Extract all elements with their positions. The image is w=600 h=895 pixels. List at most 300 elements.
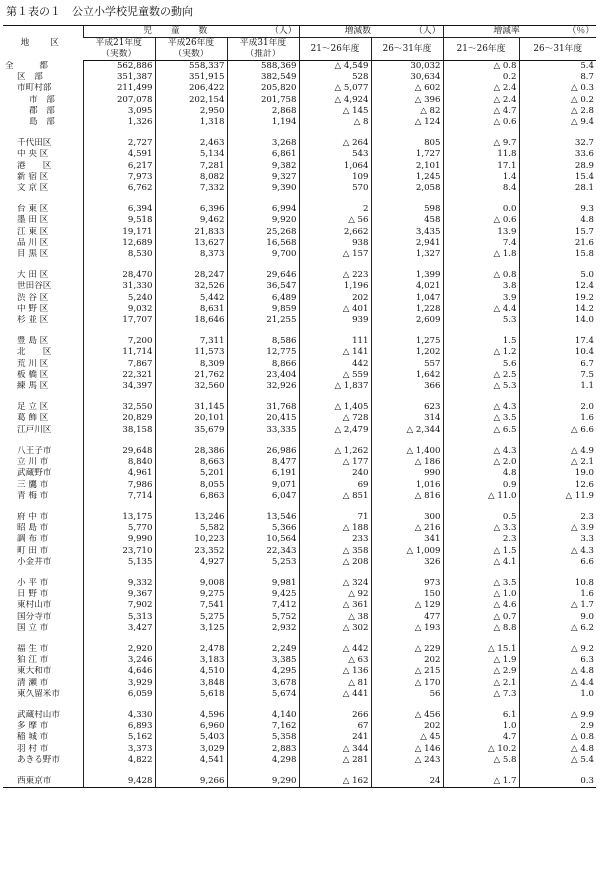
area-name: 渋 谷 区 — [17, 292, 49, 303]
rate-26-31: △ 4.9 — [519, 446, 596, 457]
change-26-31: △ 2,344 — [371, 425, 443, 436]
value-h21: 9,518 — [83, 215, 155, 226]
table-row — [3, 359, 596, 370]
change-21-26: △ 56 — [299, 215, 371, 226]
rate-21-26: △ 5.8 — [443, 755, 519, 766]
rate-26-31: 15.7 — [519, 227, 596, 238]
spacer-cell — [299, 700, 371, 710]
change-21-26: 240 — [299, 468, 371, 479]
value-h26: 5,403 — [155, 732, 227, 743]
rate-21-26: 1.0 — [443, 721, 519, 732]
table-row — [3, 732, 596, 743]
table-row — [3, 744, 596, 755]
spacer-cell — [371, 392, 443, 402]
spacer-cell — [227, 766, 299, 776]
spacer-cell — [83, 326, 155, 336]
value-h26: 6,863 — [155, 491, 227, 502]
rate-21-26: 3.8 — [443, 281, 519, 292]
change-26-31: 202 — [371, 721, 443, 732]
rate-26-31: 14.0 — [519, 315, 596, 326]
change-21-26: △ 358 — [299, 546, 371, 557]
area-name: 町 田 市 — [17, 545, 49, 556]
value-h26: 13,246 — [155, 512, 227, 523]
change-21-26: △ 401 — [299, 304, 371, 315]
spacer-cell — [3, 766, 83, 776]
header-change-26-31: 26～31年度 — [371, 38, 443, 61]
value-h31: 31,768 — [227, 402, 299, 413]
value-h21: 4,961 — [83, 468, 155, 479]
value-h21: 7,902 — [83, 600, 155, 611]
value-h21: 3,373 — [83, 744, 155, 755]
value-h31: 7,162 — [227, 721, 299, 732]
value-h26: 20,101 — [155, 413, 227, 424]
table-row — [3, 644, 596, 655]
change-21-26: 202 — [299, 293, 371, 304]
rate-26-31: 15.8 — [519, 249, 596, 260]
area-name: 国 立 市 — [17, 622, 49, 633]
header-rate-21-26: 21～26年度 — [443, 38, 519, 61]
change-26-31: 202 — [371, 655, 443, 666]
value-h21: 28,470 — [83, 270, 155, 281]
value-h21: 351,387 — [83, 72, 155, 83]
value-h21: 6,394 — [83, 204, 155, 215]
rate-21-26: △ 2.5 — [443, 370, 519, 381]
rate-21-26: 1.5 — [443, 336, 519, 347]
area-name: 港 区 — [17, 160, 52, 171]
spacer-cell — [443, 568, 519, 578]
rate-21-26: 0.5 — [443, 512, 519, 523]
spacer-cell — [155, 194, 227, 204]
spacer-cell — [3, 260, 83, 270]
change-21-26: △ 441 — [299, 689, 371, 700]
change-26-31: 805 — [371, 138, 443, 149]
spacer-cell — [227, 634, 299, 644]
spacer-cell — [3, 392, 83, 402]
value-h21: 7,973 — [83, 172, 155, 183]
table-caption: 第１表の１ 公立小学校児童数の動向 — [6, 5, 193, 18]
spacer-cell — [83, 502, 155, 512]
change-21-26: 69 — [299, 480, 371, 491]
value-h21: 4,822 — [83, 755, 155, 766]
table-row — [3, 612, 596, 623]
value-h31: 588,369 — [227, 61, 299, 73]
value-h31: 6,191 — [227, 468, 299, 479]
table-row — [3, 161, 596, 172]
rate-21-26: 0.2 — [443, 72, 519, 83]
spacer-cell — [83, 634, 155, 644]
rate-26-31: △ 5.4 — [519, 755, 596, 766]
table-row — [3, 623, 596, 634]
spacer-row — [3, 700, 596, 710]
rate-26-31: 32.7 — [519, 138, 596, 149]
value-h21: 6,059 — [83, 689, 155, 700]
spacer-cell — [371, 502, 443, 512]
table-row — [3, 710, 596, 721]
change-21-26: △ 2,479 — [299, 425, 371, 436]
rate-26-31: 6.3 — [519, 655, 596, 666]
change-26-31: 2,609 — [371, 315, 443, 326]
spacer-cell — [299, 194, 371, 204]
value-h31: 5,253 — [227, 557, 299, 568]
table-row — [3, 149, 596, 160]
value-h31: 382,549 — [227, 72, 299, 83]
rate-26-31: △ 6.6 — [519, 425, 596, 436]
change-21-26: △ 324 — [299, 578, 371, 589]
rate-21-26: △ 4.6 — [443, 600, 519, 611]
value-h26: 35,679 — [155, 425, 227, 436]
rate-21-26: △ 1.8 — [443, 249, 519, 260]
value-h26: 21,762 — [155, 370, 227, 381]
rate-26-31: △ 9.4 — [519, 117, 596, 128]
spacer-cell — [371, 568, 443, 578]
value-h26: 13,627 — [155, 238, 227, 249]
area-name: 小金井市 — [17, 556, 52, 567]
spacer-cell — [443, 700, 519, 710]
value-h21: 23,710 — [83, 546, 155, 557]
change-26-31: △ 215 — [371, 666, 443, 677]
header-h31: 平成31年度 — [227, 38, 299, 50]
value-h26: 3,125 — [155, 623, 227, 634]
value-h26: 4,927 — [155, 557, 227, 568]
spacer-cell — [155, 436, 227, 446]
area-name: 東久留米市 — [17, 688, 60, 699]
table-row — [3, 666, 596, 677]
change-26-31: 1,399 — [371, 270, 443, 281]
area-name: 墨 田 区 — [17, 215, 49, 226]
spacer-cell — [155, 326, 227, 336]
rate-26-31: △ 6.2 — [519, 623, 596, 634]
spacer-cell — [83, 260, 155, 270]
spacer-cell — [443, 128, 519, 138]
area-name: 東大和市 — [17, 666, 52, 677]
value-h31: 4,140 — [227, 710, 299, 721]
spacer-cell — [299, 128, 371, 138]
spacer-cell — [3, 568, 83, 578]
area-name: 足 立 区 — [17, 402, 49, 413]
value-h21: 562,886 — [83, 61, 155, 73]
value-h31: 6,489 — [227, 293, 299, 304]
value-h31: 13,546 — [227, 512, 299, 523]
spacer-cell — [519, 194, 596, 204]
value-h31: 9,382 — [227, 161, 299, 172]
spacer-cell — [371, 194, 443, 204]
area-name: 武蔵村山市 — [17, 709, 60, 720]
spacer-cell — [371, 634, 443, 644]
spacer-cell — [83, 766, 155, 776]
header-change-group: 増減数 （人） — [299, 26, 443, 38]
value-h31: 7,412 — [227, 600, 299, 611]
change-21-26: △ 281 — [299, 755, 371, 766]
area-name: 市町村部 — [17, 83, 52, 94]
change-21-26: △ 208 — [299, 557, 371, 568]
spacer-cell — [519, 260, 596, 270]
change-21-26: △ 1,262 — [299, 446, 371, 457]
spacer-cell — [227, 326, 299, 336]
rate-21-26: △ 0.8 — [443, 270, 519, 281]
value-h31: 26,986 — [227, 446, 299, 457]
change-26-31: △ 816 — [371, 491, 443, 502]
change-26-31: 341 — [371, 534, 443, 545]
change-21-26: 71 — [299, 512, 371, 523]
value-h31: 1,194 — [227, 117, 299, 128]
value-h31: 9,425 — [227, 589, 299, 600]
spacer-row — [3, 392, 596, 402]
rate-26-31: 10.4 — [519, 347, 596, 358]
table-row — [3, 347, 596, 358]
rate-26-31: △ 9.9 — [519, 710, 596, 721]
spacer-cell — [155, 766, 227, 776]
change-21-26: 442 — [299, 359, 371, 370]
change-26-31: △ 82 — [371, 106, 443, 117]
value-h31: 2,868 — [227, 106, 299, 117]
area-name: 全 都 — [5, 60, 48, 71]
value-h26: 4,541 — [155, 755, 227, 766]
area-name: 品 川 区 — [17, 237, 49, 248]
header-area: 地 区 — [3, 26, 83, 61]
area-name: 文 京 区 — [17, 183, 49, 194]
value-h31: 5,358 — [227, 732, 299, 743]
value-h26: 32,526 — [155, 281, 227, 292]
value-h31: 5,366 — [227, 523, 299, 534]
value-h26: 202,154 — [155, 95, 227, 106]
table-row — [3, 721, 596, 732]
value-h21: 211,499 — [83, 83, 155, 94]
rate-26-31: 15.4 — [519, 172, 596, 183]
change-21-26: △ 63 — [299, 655, 371, 666]
value-h26: 2,950 — [155, 106, 227, 117]
table-row — [3, 293, 596, 304]
value-h21: 5,135 — [83, 557, 155, 568]
value-h21: 3,427 — [83, 623, 155, 634]
value-h26: 8,055 — [155, 480, 227, 491]
rate-21-26: 4.8 — [443, 468, 519, 479]
rate-26-31: △ 4.8 — [519, 666, 596, 677]
rate-26-31: 33.6 — [519, 149, 596, 160]
value-h21: 13,175 — [83, 512, 155, 523]
change-26-31: 30,634 — [371, 72, 443, 83]
change-21-26: 233 — [299, 534, 371, 545]
value-h26: 8,309 — [155, 359, 227, 370]
table-row — [3, 61, 596, 73]
rate-26-31: 28.1 — [519, 183, 596, 194]
spacer-cell — [3, 326, 83, 336]
change-26-31: 3,435 — [371, 227, 443, 238]
area-name: 八王子市 — [17, 445, 52, 456]
change-21-26: △ 223 — [299, 270, 371, 281]
area-name: 国分寺市 — [17, 611, 52, 622]
spacer-cell — [227, 700, 299, 710]
spacer-cell — [519, 392, 596, 402]
change-26-31: 557 — [371, 359, 443, 370]
value-h21: 8,840 — [83, 457, 155, 468]
spacer-row — [3, 634, 596, 644]
value-h31: 201,758 — [227, 95, 299, 106]
area-name: 練 馬 区 — [17, 381, 49, 392]
value-h21: 9,367 — [83, 589, 155, 600]
rate-26-31: △ 4.4 — [519, 678, 596, 689]
spacer-cell — [371, 436, 443, 446]
value-h26: 5,582 — [155, 523, 227, 534]
area-name: 島 部 — [29, 117, 55, 128]
header-children-group: 児 童 数 （人） — [83, 26, 299, 38]
area-name: 新 宿 区 — [17, 171, 49, 182]
spacer-cell — [83, 194, 155, 204]
rate-21-26: △ 4.3 — [443, 446, 519, 457]
value-h31: 16,568 — [227, 238, 299, 249]
value-h21: 9,990 — [83, 534, 155, 545]
value-h26: 8,663 — [155, 457, 227, 468]
rate-26-31: 0.3 — [519, 776, 596, 788]
header-row-mid — [3, 38, 596, 50]
value-h31: 2,883 — [227, 744, 299, 755]
rate-26-31: △ 1.7 — [519, 600, 596, 611]
header-h26: 平成26年度 — [155, 38, 227, 50]
spacer-cell — [299, 766, 371, 776]
rate-21-26: △ 9.7 — [443, 138, 519, 149]
value-h31: 6,047 — [227, 491, 299, 502]
rate-21-26: △ 6.5 — [443, 425, 519, 436]
area-name: 羽 村 市 — [17, 743, 49, 754]
rate-26-31: △ 2.1 — [519, 457, 596, 468]
value-h21: 12,689 — [83, 238, 155, 249]
value-h21: 7,714 — [83, 491, 155, 502]
spacer-cell — [155, 502, 227, 512]
spacer-cell — [227, 260, 299, 270]
value-h26: 23,352 — [155, 546, 227, 557]
rate-26-31: 12.6 — [519, 480, 596, 491]
value-h26: 28,247 — [155, 270, 227, 281]
header-h21-note: （実数） — [83, 49, 155, 61]
value-h21: 11,714 — [83, 347, 155, 358]
change-26-31: 4,021 — [371, 281, 443, 292]
change-26-31: 990 — [371, 468, 443, 479]
change-21-26: △ 38 — [299, 612, 371, 623]
rate-21-26: 1.4 — [443, 172, 519, 183]
header-rate-26-31: 26～31年度 — [519, 38, 596, 61]
area-name: 北 区 — [17, 347, 52, 358]
value-h21: 3,246 — [83, 655, 155, 666]
spacer-cell — [3, 634, 83, 644]
table-row — [3, 172, 596, 183]
change-21-26: △ 157 — [299, 249, 371, 260]
rate-21-26: △ 0.6 — [443, 117, 519, 128]
spacer-cell — [227, 436, 299, 446]
spacer-cell — [3, 194, 83, 204]
rate-21-26: △ 2.4 — [443, 83, 519, 94]
spacer-cell — [3, 502, 83, 512]
change-26-31: 1,047 — [371, 293, 443, 304]
rate-26-31: △ 9.2 — [519, 644, 596, 655]
rate-21-26: △ 1.0 — [443, 589, 519, 600]
value-h31: 10,564 — [227, 534, 299, 545]
value-h21: 5,162 — [83, 732, 155, 743]
table-row — [3, 270, 596, 281]
change-21-26: 109 — [299, 172, 371, 183]
area-name: 中 野 区 — [17, 303, 49, 314]
value-h26: 351,915 — [155, 72, 227, 83]
rate-21-26: 5.6 — [443, 359, 519, 370]
rate-26-31: 6.7 — [519, 359, 596, 370]
value-h31: 9,290 — [227, 776, 299, 788]
area-name: 府 中 市 — [17, 511, 49, 522]
value-h26: 31,145 — [155, 402, 227, 413]
rate-26-31: △ 11.9 — [519, 491, 596, 502]
spacer-cell — [83, 568, 155, 578]
value-h26: 9,275 — [155, 589, 227, 600]
change-26-31: 1,245 — [371, 172, 443, 183]
spacer-cell — [443, 194, 519, 204]
spacer-row — [3, 568, 596, 578]
spacer-cell — [519, 436, 596, 446]
table-row — [3, 117, 596, 128]
change-26-31: △ 193 — [371, 623, 443, 634]
table-row — [3, 425, 596, 436]
rate-26-31: 1.1 — [519, 381, 596, 392]
change-21-26: 939 — [299, 315, 371, 326]
value-h21: 2,727 — [83, 138, 155, 149]
rate-21-26: △ 2.4 — [443, 95, 519, 106]
rate-21-26: △ 1.2 — [443, 347, 519, 358]
value-h31: 5,752 — [227, 612, 299, 623]
value-h31: 4,298 — [227, 755, 299, 766]
value-h26: 21,833 — [155, 227, 227, 238]
table-body — [3, 61, 596, 788]
value-h26: 7,311 — [155, 336, 227, 347]
rate-26-31: 7.5 — [519, 370, 596, 381]
table-row — [3, 523, 596, 534]
rate-26-31: 2.3 — [519, 512, 596, 523]
change-26-31: 366 — [371, 381, 443, 392]
spacer-cell — [155, 392, 227, 402]
change-21-26: △ 4,549 — [299, 61, 371, 73]
rate-26-31: 5.4 — [519, 61, 596, 73]
change-21-26: △ 442 — [299, 644, 371, 655]
spacer-cell — [443, 326, 519, 336]
rate-26-31: 9.3 — [519, 204, 596, 215]
table-row — [3, 755, 596, 766]
area-name: 世田谷区 — [17, 281, 52, 292]
spacer-cell — [227, 568, 299, 578]
value-h26: 1,318 — [155, 117, 227, 128]
rate-21-26: △ 1.5 — [443, 546, 519, 557]
rate-26-31: 6.6 — [519, 557, 596, 568]
value-h26: 7,332 — [155, 183, 227, 194]
table-row — [3, 95, 596, 106]
value-h31: 5,674 — [227, 689, 299, 700]
area-name: 大 田 区 — [17, 270, 49, 281]
area-name: あきる野市 — [17, 754, 60, 765]
change-21-26: △ 5,077 — [299, 83, 371, 94]
change-26-31: 598 — [371, 204, 443, 215]
change-26-31: 1,642 — [371, 370, 443, 381]
value-h26: 9,462 — [155, 215, 227, 226]
table-row — [3, 689, 596, 700]
value-h31: 2,932 — [227, 623, 299, 634]
table-row — [3, 370, 596, 381]
area-name: 江 東 区 — [17, 226, 49, 237]
change-26-31: △ 146 — [371, 744, 443, 755]
change-21-26: 1,064 — [299, 161, 371, 172]
value-h21: 4,646 — [83, 666, 155, 677]
value-h26: 18,646 — [155, 315, 227, 326]
value-h21: 17,707 — [83, 315, 155, 326]
spacer-cell — [519, 634, 596, 644]
header-h26-note: （実数） — [155, 49, 227, 61]
spacer-cell — [443, 436, 519, 446]
change-26-31: 314 — [371, 413, 443, 424]
value-h26: 5,442 — [155, 293, 227, 304]
table-row — [3, 83, 596, 94]
